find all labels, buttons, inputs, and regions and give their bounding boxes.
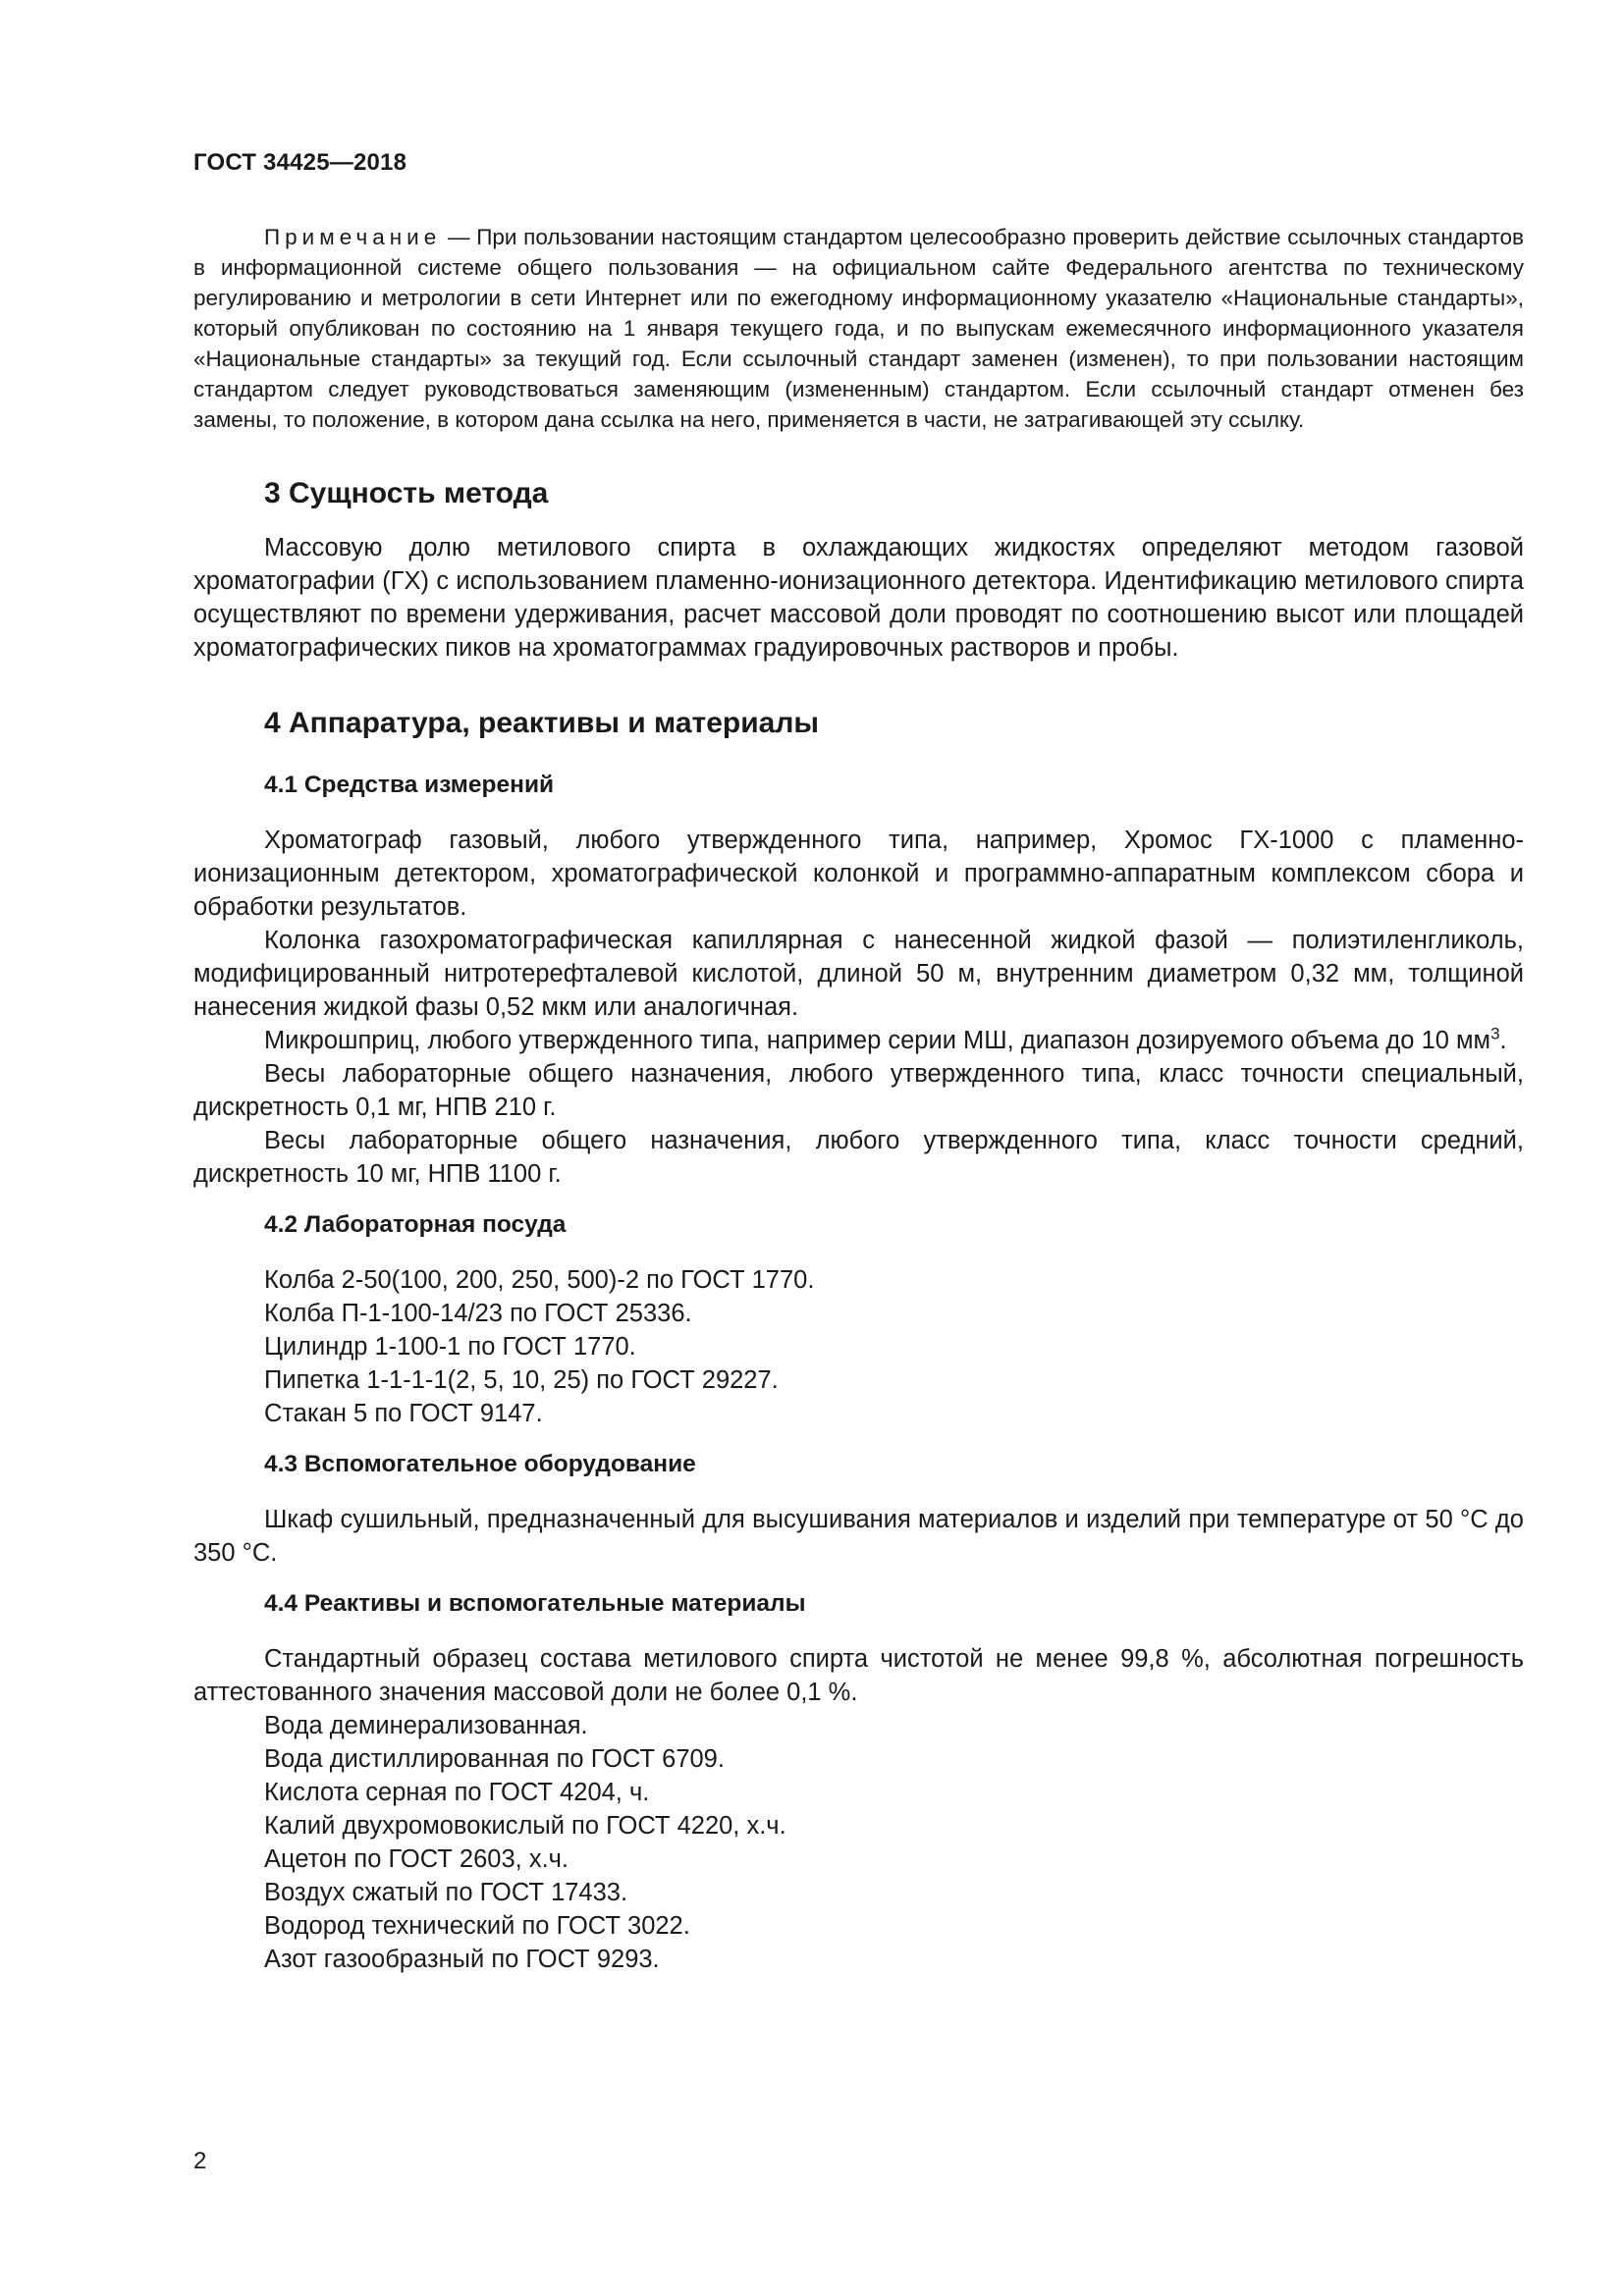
- list-item: Колба 2-50(100, 200, 250, 500)-2 по ГОСТ 1770.: [264, 1266, 815, 1294]
- list-item: Кислота серная по ГОСТ 4204, ч.: [264, 1779, 650, 1806]
- list-item: Азот газообразный по ГОСТ 9293.: [264, 1946, 660, 1973]
- section-3-text: Массовую долю метилового спирта в охлаждающих жидкостях определяют методом газовой хроматографии (ГХ) с использованием пламенно-ионизационного детектора. Идентификацию метилового спирта осуществляют по времени удерживания, расчет массовой доли проводят по соотношению высот или площадей хроматографических пиков на хроматограммах градуировочных растворов и пробы.: [193, 534, 1524, 662]
- list-item: Калий двухромовокислый по ГОСТ 4220, х.ч.: [264, 1812, 786, 1840]
- microsyringe-end: .: [1499, 1027, 1507, 1054]
- list-item: Ацетон по ГОСТ 2603, х.ч.: [264, 1845, 569, 1873]
- section-3-heading: 3 Сущность метода: [264, 477, 549, 509]
- section-4-heading: 4 Аппаратура, реактивы и материалы: [264, 707, 820, 739]
- scales-special-paragraph: Весы лабораторные общего назначения, любого утвержденного типа, класс точности специальный, дискретность 0,1 мг, НПВ 210 г.: [193, 1060, 1524, 1121]
- page-number: 2: [193, 2148, 207, 2174]
- list-item: Вода дистиллированная по ГОСТ 6709.: [264, 1745, 725, 1773]
- subsection-4-1-heading: 4.1 Средства измерений: [264, 772, 555, 798]
- scales-medium-paragraph: Весы лабораторные общего назначения, любого утвержденного типа, класс точности средний, дискретность 10 мг, НПВ 1100 г.: [193, 1127, 1524, 1188]
- chromatograph-paragraph: Хроматограф газовый, любого утвержденного типа, например, Хромос ГХ-1000 с пламенно-ионизационным детектором, хроматографической колонкой и программно-аппаратным комплексом сбора и обработки результатов.: [193, 827, 1524, 921]
- subsection-4-4-heading: 4.4 Реактивы и вспомогательные материалы: [264, 1590, 806, 1617]
- standard-sample-paragraph: Стандартный образец состава метилового спирта чистотой не менее 99,8 %, абсолютная погрешность аттестованного значения массовой доли не более 0,1 %.: [193, 1645, 1524, 1706]
- subsection-4-3-heading: 4.3 Вспомогательное оборудование: [264, 1451, 696, 1477]
- list-item: Воздух сжатый по ГОСТ 17433.: [264, 1879, 628, 1906]
- list-item: Цилиндр 1-100-1 по ГОСТ 1770.: [264, 1333, 636, 1361]
- list-item: Пипетка 1-1-1-1(2, 5, 10, 25) по ГОСТ 29227.: [264, 1366, 779, 1394]
- microsyringe-paragraph: [193, 1024, 1524, 1057]
- document-body: [193, 222, 1524, 1976]
- column-paragraph: Колонка газохроматографическая капиллярная с нанесенной жидкой фазой — полиэтиленгликоль, модифицированный нитротерефталевой кислотой, длиной 50 м, внутренним диаметром 0,32 мм, толщиной нанесения жидкой фазы 0,52 мкм или аналогичная.: [193, 927, 1524, 1021]
- note-text: — При пользовании настоящим стандартом целесообразно проверить действие ссылочных стандартов в информационной системе общего пользования — на официальном сайте Федерального агентства по техническому регулированию и метрологии в сети Интернет или по ежегодному информационному указателю «Национальные стандарты», который опубликован по состоянию на 1 января текущего года, и по выпускам ежемесячного информационного указателя «Национальные стандарты» за текущий год. Если ссылочный стандарт заменен (изменен), то при пользовании настоящим стандартом следует руководствоваться заменяющим (измененным) стандартом. Если ссылочный стандарт отменен без замены, то положение, в котором дана ссылка на него, применяется в части, не затрагивающей эту ссылку.: [193, 225, 1524, 432]
- list-item: Вода деминерализованная.: [264, 1712, 588, 1739]
- list-item: Стакан 5 по ГОСТ 9147.: [264, 1400, 543, 1427]
- subsection-4-2-heading: 4.2 Лабораторная посуда: [264, 1211, 567, 1238]
- list-item: Водород технический по ГОСТ 3022.: [264, 1912, 690, 1940]
- document-header: ГОСТ 34425—2018: [193, 149, 407, 176]
- cubic-superscript: 3: [1490, 1024, 1500, 1043]
- reference-note: [193, 222, 1524, 435]
- note-label: Примечание: [264, 225, 442, 249]
- microsyringe-text: Микрошприц, любого утвержденного типа, например серии МШ, диапазон дозируемого объема до 10 мм: [264, 1027, 1491, 1054]
- list-item: Колба П-1-100-14/23 по ГОСТ 25336.: [264, 1300, 692, 1327]
- drying-cabinet-paragraph: Шкаф сушильный, предназначенный для высушивания материалов и изделий при температуре от 50 °С до 350 °С.: [193, 1506, 1524, 1567]
